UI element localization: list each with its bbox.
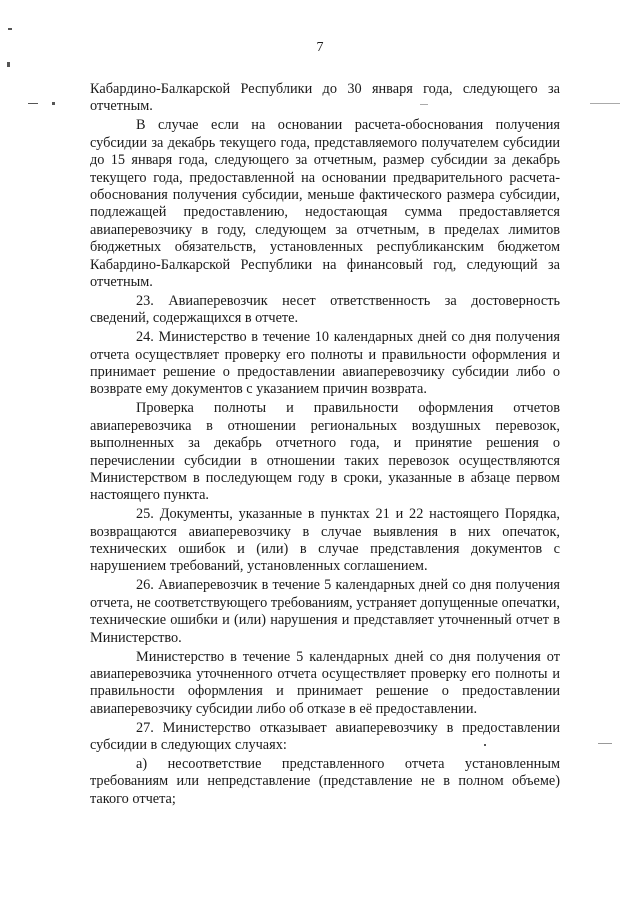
paragraph: 26. Авиаперевозчик в течение 5 календарных дней со дня получения отчета, не соответствующего требованиям, устраняет допущенные опечатки, технические ошибки и (или) нарушения и представляет уточненный отчет в Министерство. (90, 577, 560, 646)
paragraph: Министерство в течение 5 календарных дней со дня получения от авиаперевозчика уточненного отчета осуществляет проверку его полноты и правильности оформления и принимает решение о предоставлении авиаперевозчику субсидии либо об отказе в её предоставлении. (90, 648, 560, 717)
paragraph: 24. Министерство в течение 10 календарных дней со дня получения отчета осуществляет проверку его полноты и правильности оформления и принимает решение о предоставлении авиаперевозчику субсидии либо о возврате ему документов с указанием причин возврата. (90, 329, 560, 398)
paragraph: Проверка полноты и правильности оформления отчетов авиаперевозчика в отношении региональных воздушных перевозок, выполненных за декабрь отчетного года, и принятие решения о перечислении субсидии в отношении таких перевозок осуществляются Министерством в последующем году в сроки, указанные в абзаце первом настоящего пункта. (90, 400, 560, 504)
scan-mark (484, 744, 486, 746)
scan-mark (8, 28, 12, 30)
scan-mark (28, 103, 38, 104)
scan-mark (7, 62, 10, 67)
document-body (90, 81, 560, 808)
paragraph: В случае если на основании расчета-обоснования получения субсидии за декабрь текущего года, представляемого получателем субсидии до 15 января года, следующего за отчетным, размер субсидии за декабрь текущего года, предоставленной на основании предварительного расчета-обоснования получения субсидии, меньше фактического размера субсидии, подлежащей предоставлению, недостающая сумма предоставляется авиаперевозчику в году, следующем за отчетным, в пределах лимитов бюджетных обязательств, установленных республиканским бюджетом Кабардино-Балкарской Республики на финансовый год, следующий за отчетным. (90, 117, 560, 290)
scan-mark (598, 743, 612, 744)
scan-mark (590, 103, 620, 104)
paragraph: 27. Министерство отказывает авиаперевозчику в предоставлении субсидии в следующих случаях: (90, 719, 560, 754)
paragraph: 23. Авиаперевозчик несет ответственность за достоверность сведений, содержащихся в отчете. (90, 292, 560, 327)
paragraph: а) несоответствие представленного отчета установленным требованиям или непредставление (представление не в полном объеме) такого отчета; (90, 755, 560, 807)
paragraph: 25. Документы, указанные в пунктах 21 и 22 настоящего Порядка, возвращаются авиаперевозчику в случае выявления в них опечаток, технических ошибок и (или) в случае представления документов с нарушением требований, установленных соглашением. (90, 506, 560, 575)
scan-mark (52, 102, 55, 105)
paragraph: Кабардино-Балкарской Республики до 30 января года, следующего за отчетным. (90, 81, 560, 115)
page-number: 7 (316, 40, 324, 55)
scan-mark (420, 104, 428, 105)
